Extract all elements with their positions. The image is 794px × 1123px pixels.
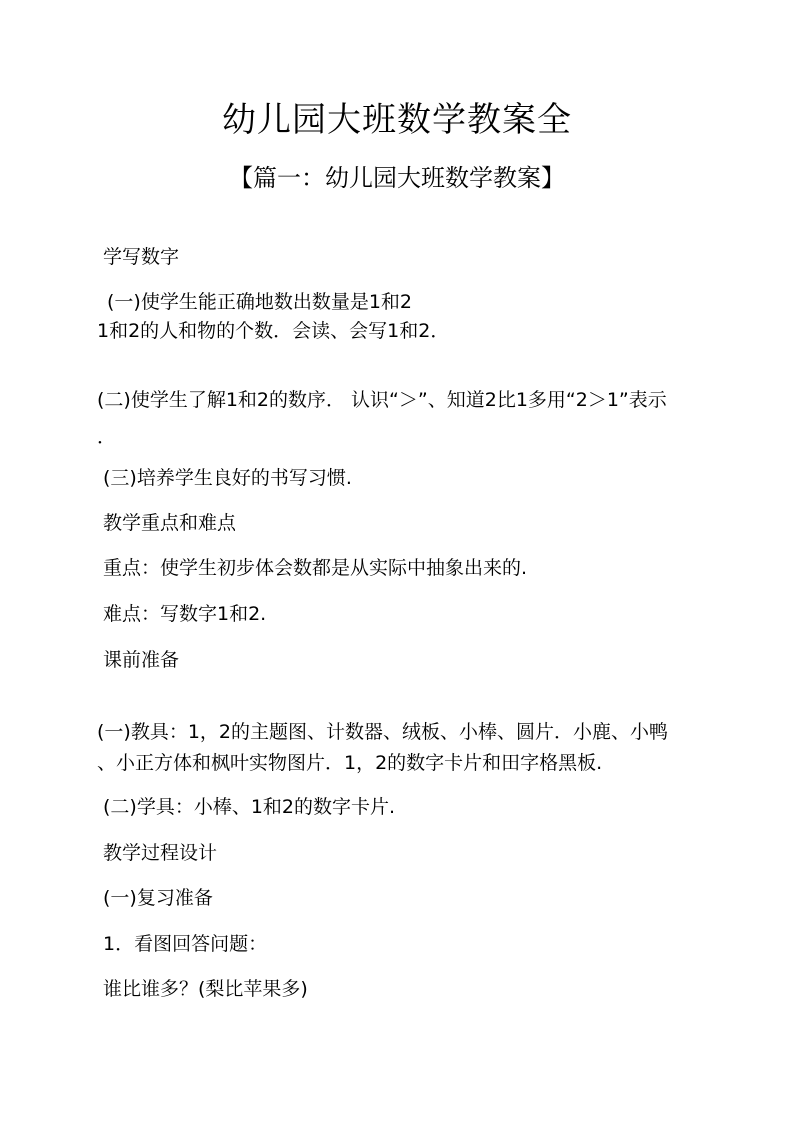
body-line: (二)使学生了解1和2的数序． 认识“＞”、知道2比1多用“2＞1”表示 <box>97 389 667 411</box>
body-line: (一)使学生能正确地数出数量是1和2 <box>107 291 413 313</box>
body-line: 1和2的人和物的个数．会读、会写1和2． <box>97 320 450 342</box>
body-line: 学写数字 <box>103 246 180 268</box>
body-line: 、小正方体和枫叶实物图片．1，2的数字卡片和田字格黑板. <box>97 752 603 774</box>
body-line: 谁比谁多？(梨比苹果多) <box>103 978 308 1000</box>
document-subtitle: 【篇一：幼儿园大班数学教案】 <box>229 164 565 192</box>
document-title: 幼儿园大班数学教案全 <box>222 100 572 140</box>
body-line: (二)学具：小棒、1和2的数字卡片. <box>103 796 396 818</box>
body-line: 难点：写数字1和2. <box>103 603 267 625</box>
body-line: (三)培养学生良好的书写习惯. <box>103 467 352 489</box>
body-line: 重点：使学生初步体会数都是从实际中抽象出来的. <box>103 557 528 579</box>
body-line: 1．看图回答问题： <box>103 933 268 955</box>
body-line: 教学过程设计 <box>103 842 218 864</box>
body-line: 教学重点和难点 <box>103 512 237 534</box>
body-line: (一)复习准备 <box>103 887 213 909</box>
body-line: 课前准备 <box>103 649 180 671</box>
body-line: (一)教具：1，2的主题图、计数器、绒板、小棒、圆片．小鹿、小鸭 <box>97 721 669 743</box>
body-line: ． <box>97 426 117 448</box>
